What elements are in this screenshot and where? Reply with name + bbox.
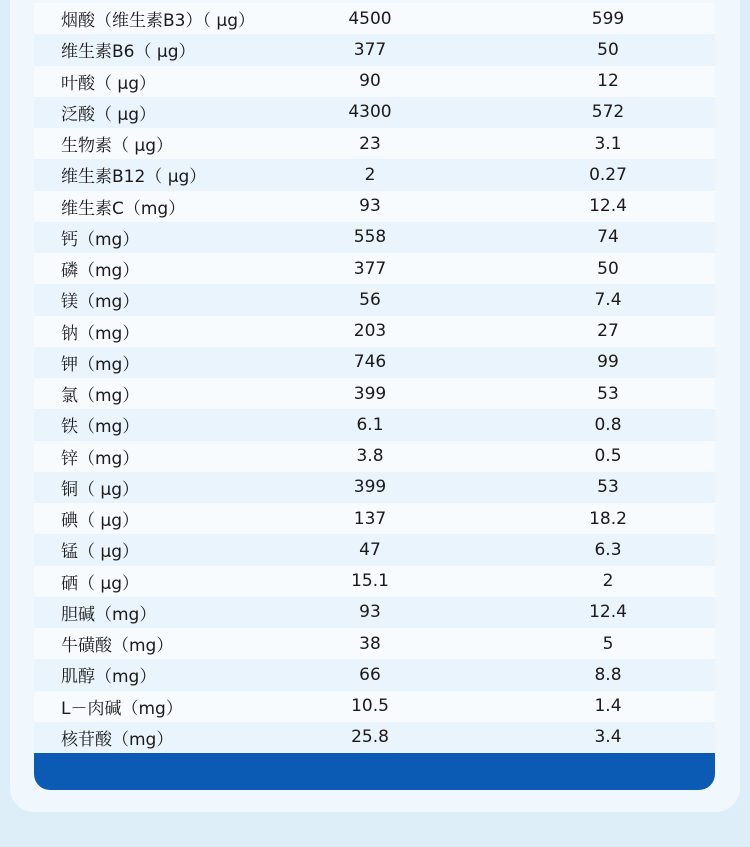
- table-footer-bar: [34, 753, 715, 790]
- per-100g-value: 3.8: [356, 446, 384, 467]
- per-100g-value: 56: [359, 289, 381, 310]
- per-serving-value: 0.5: [594, 446, 622, 467]
- per-100g-value: 377: [353, 39, 387, 60]
- per-100g-value: 399: [353, 477, 387, 498]
- per-100g-value: 4300: [348, 102, 392, 123]
- nutrient-name: 铁（mg）: [61, 417, 140, 438]
- nutrient-name: 核苷酸（mg）: [61, 729, 174, 750]
- table-row: [34, 628, 715, 659]
- per-serving-value: 53: [597, 383, 619, 404]
- nutrition-table: [34, 3, 715, 753]
- per-serving-value: 53: [597, 477, 619, 498]
- nutrient-name: 肌醇（mg）: [61, 667, 157, 688]
- nutrient-name: 钠（mg）: [61, 323, 140, 344]
- nutrient-name: 锰（ μg）: [61, 542, 140, 563]
- per-100g-value: 4500: [348, 8, 392, 29]
- per-serving-value: 0.8: [594, 414, 622, 435]
- nutrient-name: 锌（mg）: [61, 448, 140, 469]
- per-serving-value: 7.4: [594, 289, 622, 310]
- per-100g-value: 2: [364, 164, 376, 185]
- per-serving-value: 8.8: [594, 664, 622, 685]
- table-row: [34, 159, 715, 190]
- per-serving-value: 27: [597, 321, 619, 342]
- nutrient-name: 氯（mg）: [61, 386, 140, 407]
- per-serving-value: 50: [597, 39, 619, 60]
- per-serving-value: 2: [602, 571, 614, 592]
- table-row: [34, 566, 715, 597]
- per-serving-value: 74: [597, 227, 619, 248]
- table-row: [34, 284, 715, 315]
- table-row: [34, 253, 715, 284]
- nutrient-name: 胆碱（mg）: [61, 604, 157, 625]
- table-row: [34, 222, 715, 253]
- per-serving-value: 6.3: [594, 539, 622, 560]
- nutrient-name: L－肉碱（mg）: [61, 698, 183, 719]
- per-100g-value: 558: [353, 227, 387, 248]
- nutrient-name: 碘（ μg）: [61, 511, 140, 532]
- per-serving-value: 12.4: [589, 196, 627, 217]
- nutrient-name: 镁（mg）: [61, 292, 140, 313]
- nutrient-name: 钙（mg）: [61, 229, 140, 250]
- table-row: [34, 597, 715, 628]
- table-row: [34, 378, 715, 409]
- per-100g-value: 93: [359, 196, 381, 217]
- per-serving-value: 12.4: [589, 602, 627, 623]
- per-serving-value: 572: [591, 102, 625, 123]
- per-100g-value: 377: [353, 258, 387, 279]
- nutrient-name: 维生素B12（ μg）: [61, 167, 207, 188]
- table-row: [34, 472, 715, 503]
- nutrient-name: 维生素C（mg）: [61, 198, 186, 219]
- per-serving-value: 18.2: [589, 508, 627, 529]
- nutrient-name: 泛酸（ μg）: [61, 104, 157, 125]
- table-row: [34, 191, 715, 222]
- per-100g-value: 6.1: [356, 414, 384, 435]
- per-100g-value: 25.8: [351, 727, 389, 748]
- per-serving-value: 12: [597, 71, 619, 92]
- table-row: [34, 128, 715, 159]
- per-100g-value: 90: [359, 71, 381, 92]
- nutrient-name: 维生素B6（ μg）: [61, 42, 196, 63]
- per-100g-value: 38: [359, 633, 381, 654]
- table-row: [34, 316, 715, 347]
- table-row: [34, 409, 715, 440]
- per-serving-value: 0.27: [589, 164, 627, 185]
- table-row: [34, 659, 715, 690]
- per-100g-value: 10.5: [351, 696, 389, 717]
- table-row: [34, 722, 715, 753]
- per-serving-value: 99: [597, 352, 619, 373]
- table-row: [34, 534, 715, 565]
- per-serving-value: 1.4: [594, 696, 622, 717]
- per-100g-value: 66: [359, 664, 381, 685]
- per-100g-value: 203: [353, 321, 387, 342]
- per-100g-value: 93: [359, 602, 381, 623]
- per-100g-value: 746: [353, 352, 387, 373]
- per-serving-value: 599: [591, 8, 625, 29]
- table-row: [34, 691, 715, 722]
- nutrient-name: 牛磺酸（mg）: [61, 636, 174, 657]
- nutrient-name: 烟酸（维生素B3）（ μg）: [61, 11, 255, 32]
- table-row: [34, 441, 715, 472]
- per-100g-value: 23: [359, 133, 381, 154]
- nutrient-name: 硒（ μg）: [61, 573, 140, 594]
- table-row: [34, 3, 715, 34]
- nutrient-name: 叶酸（ μg）: [61, 73, 157, 94]
- table-row: [34, 347, 715, 378]
- per-100g-value: 47: [359, 539, 381, 560]
- per-serving-value: 50: [597, 258, 619, 279]
- per-100g-value: 15.1: [351, 571, 389, 592]
- nutrient-name: 生物素（ μg）: [61, 136, 174, 157]
- table-row: [34, 97, 715, 128]
- table-row: [34, 503, 715, 534]
- nutrient-name: 钾（mg）: [61, 354, 140, 375]
- per-100g-value: 137: [353, 508, 387, 529]
- per-serving-value: 5: [602, 633, 614, 654]
- per-serving-value: 3.4: [594, 727, 622, 748]
- nutrient-name: 铜（ μg）: [61, 479, 140, 500]
- per-serving-value: 3.1: [594, 133, 622, 154]
- table-row: [34, 34, 715, 65]
- nutrient-name: 磷（mg）: [61, 261, 140, 282]
- table-row: [34, 66, 715, 97]
- per-100g-value: 399: [353, 383, 387, 404]
